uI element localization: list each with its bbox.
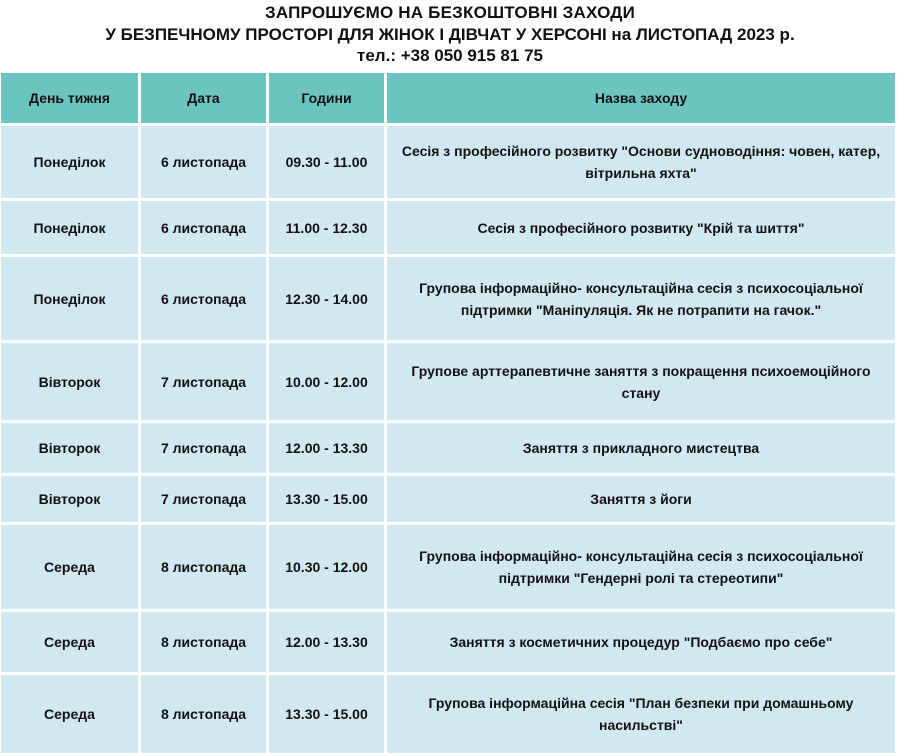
cell-day: Вівторок xyxy=(1,423,138,473)
cell-title: Сесія з професійного розвитку "Основи судноводіння: човен, катер, вітрильна яхта" xyxy=(387,126,895,198)
cell-date: 8 листопада xyxy=(141,675,266,753)
cell-date: 8 листопада xyxy=(141,525,266,609)
cell-date: 6 листопада xyxy=(141,201,266,254)
cell-day: Понеділок xyxy=(1,257,138,340)
cell-time: 12.30 - 14.00 xyxy=(269,257,384,340)
column-header-date: Дата xyxy=(141,73,266,123)
cell-date: 7 листопада xyxy=(141,423,266,473)
cell-title: Групове арттерапевтичне заняття з покращення психоемоційного стану xyxy=(387,343,895,420)
cell-time: 09.30 - 11.00 xyxy=(269,126,384,198)
cell-time: 13.30 - 15.00 xyxy=(269,476,384,522)
cell-time: 13.30 - 15.00 xyxy=(269,675,384,753)
column-header-time: Години xyxy=(269,73,384,123)
cell-title: Заняття з йоги xyxy=(387,476,895,522)
table-row xyxy=(1,201,895,254)
header-subtitle: У БЕЗПЕЧНОМУ ПРОСТОРІ ДЛЯ ЖІНОК І ДІВЧАТ У ХЕРСОНІ на ЛИСТОПАД 2023 р. xyxy=(105,25,795,44)
cell-time: 10.00 - 12.00 xyxy=(269,343,384,420)
cell-date: 8 листопада xyxy=(141,612,266,672)
cell-time: 11.00 - 12.30 xyxy=(269,201,384,254)
cell-day: Понеділок xyxy=(1,126,138,198)
table-row xyxy=(1,423,895,473)
table-row xyxy=(1,257,895,340)
schedule-table xyxy=(0,70,898,756)
cell-day: Середа xyxy=(1,525,138,609)
table-row xyxy=(1,612,895,672)
column-header-day: День тижня xyxy=(1,73,138,123)
cell-day: Понеділок xyxy=(1,201,138,254)
cell-date: 6 листопада xyxy=(141,257,266,340)
table-header-row xyxy=(1,73,895,123)
column-header-title: Назва заходу xyxy=(387,73,895,123)
header-phone: тел.: +38 050 915 81 75 xyxy=(357,46,543,65)
cell-date: 7 листопада xyxy=(141,476,266,522)
cell-date: 6 листопада xyxy=(141,126,266,198)
cell-day: Вівторок xyxy=(1,343,138,420)
table-row xyxy=(1,476,895,522)
header-title: ЗАПРОШУЄМО НА БЕЗКОШТОВНІ ЗАХОДИ xyxy=(264,3,636,22)
table-row xyxy=(1,126,895,198)
cell-day: Середа xyxy=(1,612,138,672)
table-row xyxy=(1,675,895,753)
table-row xyxy=(1,525,895,609)
cell-time: 12.00 - 13.30 xyxy=(269,423,384,473)
cell-date: 7 листопада xyxy=(141,343,266,420)
cell-time: 10.30 - 12.00 xyxy=(269,525,384,609)
cell-title: Сесія з професійного розвитку "Крій та шиття" xyxy=(387,201,895,254)
table-row xyxy=(1,343,895,420)
cell-title: Групова інформаційно- консультаційна сесія з психосоціальної підтримки "Гендерні ролі та стереотипи" xyxy=(387,525,895,609)
cell-title: Заняття з косметичних процедур "Подбаємо про себе" xyxy=(387,612,895,672)
cell-title: Групова інформаційно- консультаційна сесія з психосоціальної підтримки "Маніпуляція. Як не потрапити на гачок." xyxy=(387,257,895,340)
cell-day: Середа xyxy=(1,675,138,753)
page-header xyxy=(0,0,900,72)
cell-title: Заняття з прикладного мистецтва xyxy=(387,423,895,473)
cell-time: 12.00 - 13.30 xyxy=(269,612,384,672)
cell-day: Вівторок xyxy=(1,476,138,522)
cell-title: Групова інформаційна сесія "План безпеки при домашньому насильстві" xyxy=(387,675,895,753)
